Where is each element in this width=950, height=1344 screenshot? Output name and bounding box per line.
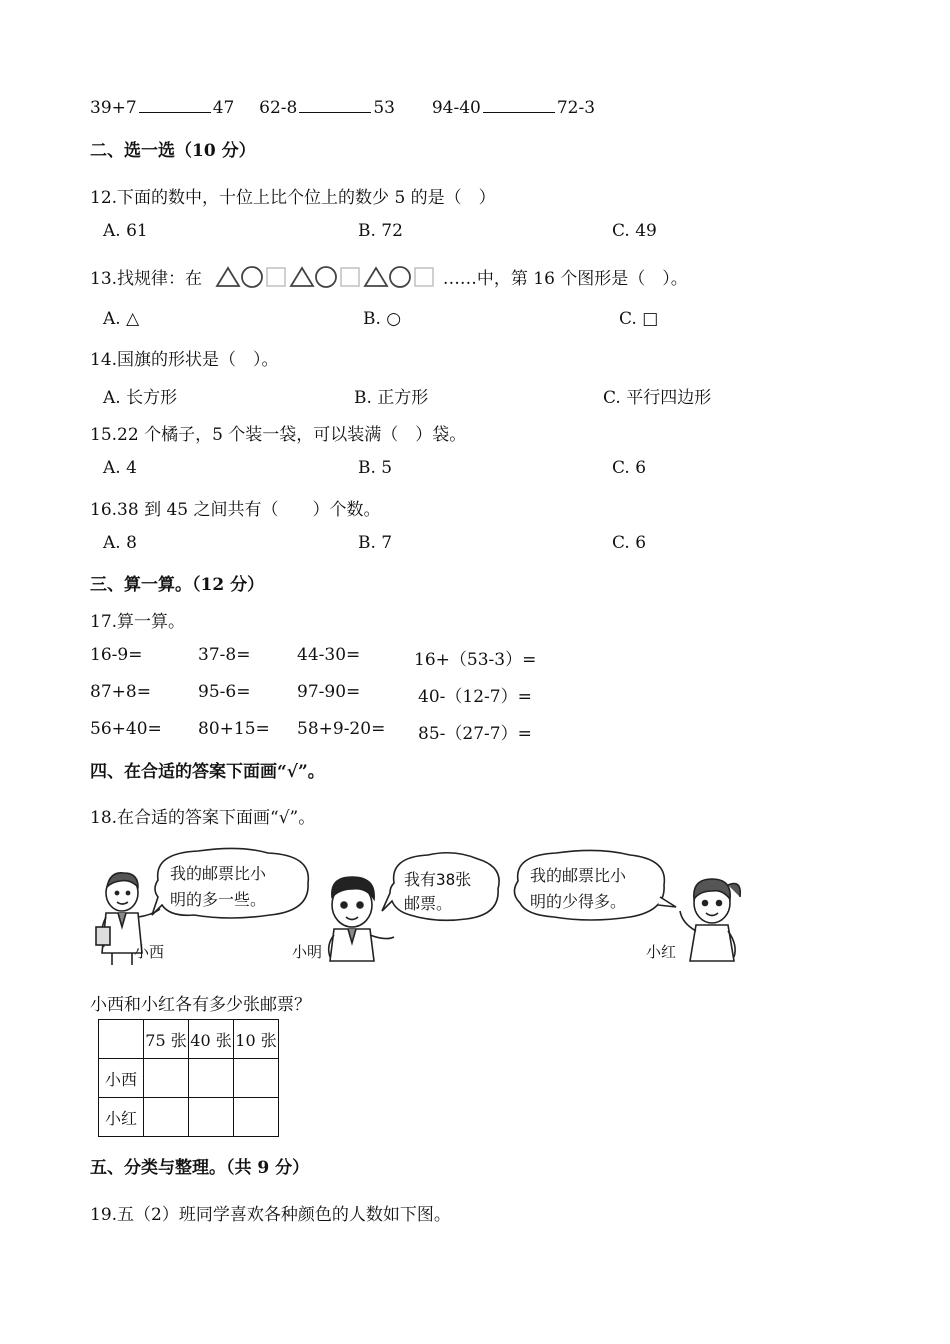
question-18: 18.在合适的答案下面画“√”。 [90,808,316,828]
q12-option-c[interactable]: C. 49 [612,221,657,241]
compare-a-left: 39+7 [90,98,137,118]
calc-item: 40-（12-7）= [418,687,532,707]
answer-cell[interactable] [234,1098,279,1137]
q13-option-b[interactable]: B. ○ [363,309,402,329]
answer-cell[interactable] [144,1059,189,1098]
calc-item: 56+40= [90,719,162,739]
calc-item: 44-30= [297,645,361,665]
bubble2-line2: 邮票。 [404,894,453,913]
table-header-row [99,1020,279,1059]
q12-option-b[interactable]: B. 72 [358,221,403,241]
calc-item: 97-90= [297,682,361,702]
table-cell [99,1020,144,1059]
stamp-illustration [90,845,750,970]
question-14: 14.国旗的形状是（ ）。 [90,350,279,370]
pattern-shapes-icon [215,264,437,290]
section-4-title: 四、在合适的答案下面画“√”。 [90,762,325,782]
bubble3-line1: 我的邮票比小 [530,866,627,885]
bubble1-line1: 我的邮票比小 [170,864,267,883]
q16-option-c[interactable]: C. 6 [612,533,647,553]
question-19: 19.五（2）班同学喜欢各种颜色的人数如下图。 [90,1205,451,1225]
name-xiaohong: 小红 [646,943,677,961]
q13-prefix: 13.找规律：在 [90,269,203,289]
xiaohong-figure [680,879,740,961]
question-17: 17.算一算。 [90,612,186,632]
q13-option-a[interactable]: A. △ [103,309,140,329]
calc-item: 58+9-20= [297,719,386,739]
q12-option-a[interactable]: A. 61 [103,221,148,241]
compare-a-right: 47 [212,98,235,118]
name-xiaoxi: 小西 [134,943,165,961]
calc-item: 80+15= [198,719,270,739]
q14-option-a[interactable]: A. 长方形 [103,388,178,408]
calc-item: 85-（27-7）= [418,724,532,744]
compare-row [90,98,595,118]
calc-item: 37-8= [198,645,251,665]
table-header-cell: 10 张 [234,1020,279,1059]
answer-cell[interactable] [234,1059,279,1098]
section-2-title: 二、选一选（10 分） [90,141,256,161]
compare-c-left: 94-40 [431,98,481,118]
calc-item: 95-6= [198,682,251,702]
q14-option-b[interactable]: B. 正方形 [354,388,429,408]
compare-b-left: 62-8 [259,98,298,118]
table-header-cell: 75 张 [144,1020,189,1059]
answer-cell[interactable] [189,1059,234,1098]
answer-cell[interactable] [189,1098,234,1137]
answer-table [98,1019,279,1137]
row-label: 小红 [99,1098,144,1137]
bubble2-line1: 我有38张 [404,870,472,889]
calc-item: 16-9= [90,645,143,665]
q14-option-c[interactable]: C. 平行四边形 [603,388,712,408]
q16-option-b[interactable]: B. 7 [358,533,393,553]
answer-cell[interactable] [144,1098,189,1137]
xiaoming-figure [329,877,394,961]
answer-blank[interactable] [299,98,371,113]
q16-option-a[interactable]: A. 8 [103,533,137,553]
compare-c-right: 72-3 [556,98,596,118]
shape-pattern [215,264,437,295]
question-13 [90,264,688,295]
answer-blank[interactable] [139,98,211,113]
row-label: 小西 [99,1059,144,1098]
name-xiaoming: 小明 [292,943,323,961]
bubble3-line2: 明的少得多。 [530,892,627,911]
question-12: 12.下面的数中，十位上比个位上的数少 5 的是（ ） [90,188,496,208]
q15-option-c[interactable]: C. 6 [612,458,647,478]
answer-blank[interactable] [483,98,555,113]
calc-item: 16+（53-3）= [414,650,537,670]
section-5-title: 五、分类与整理。（共 9 分） [90,1158,310,1178]
stamp-question: 小西和小红各有多少张邮票？ [90,995,311,1015]
bubble1-line2: 明的多一些。 [170,890,267,909]
table-row [99,1098,279,1137]
table-row [99,1059,279,1098]
q15-option-b[interactable]: B. 5 [358,458,393,478]
question-15: 15.22 个橘子，5 个装一袋，可以装满（ ）袋。 [90,425,467,445]
calc-item: 87+8= [90,682,151,702]
compare-b-right: 53 [373,98,395,118]
table-header-cell: 40 张 [189,1020,234,1059]
q13-suffix: ……中，第 16 个图形是（ ）。 [442,269,688,289]
section-3-title: 三、算一算。（12 分） [90,575,265,595]
q15-option-a[interactable]: A. 4 [103,458,137,478]
question-16: 16.38 到 45 之间共有（ ）个数。 [90,500,381,520]
q13-option-c[interactable]: C. □ [619,309,659,329]
